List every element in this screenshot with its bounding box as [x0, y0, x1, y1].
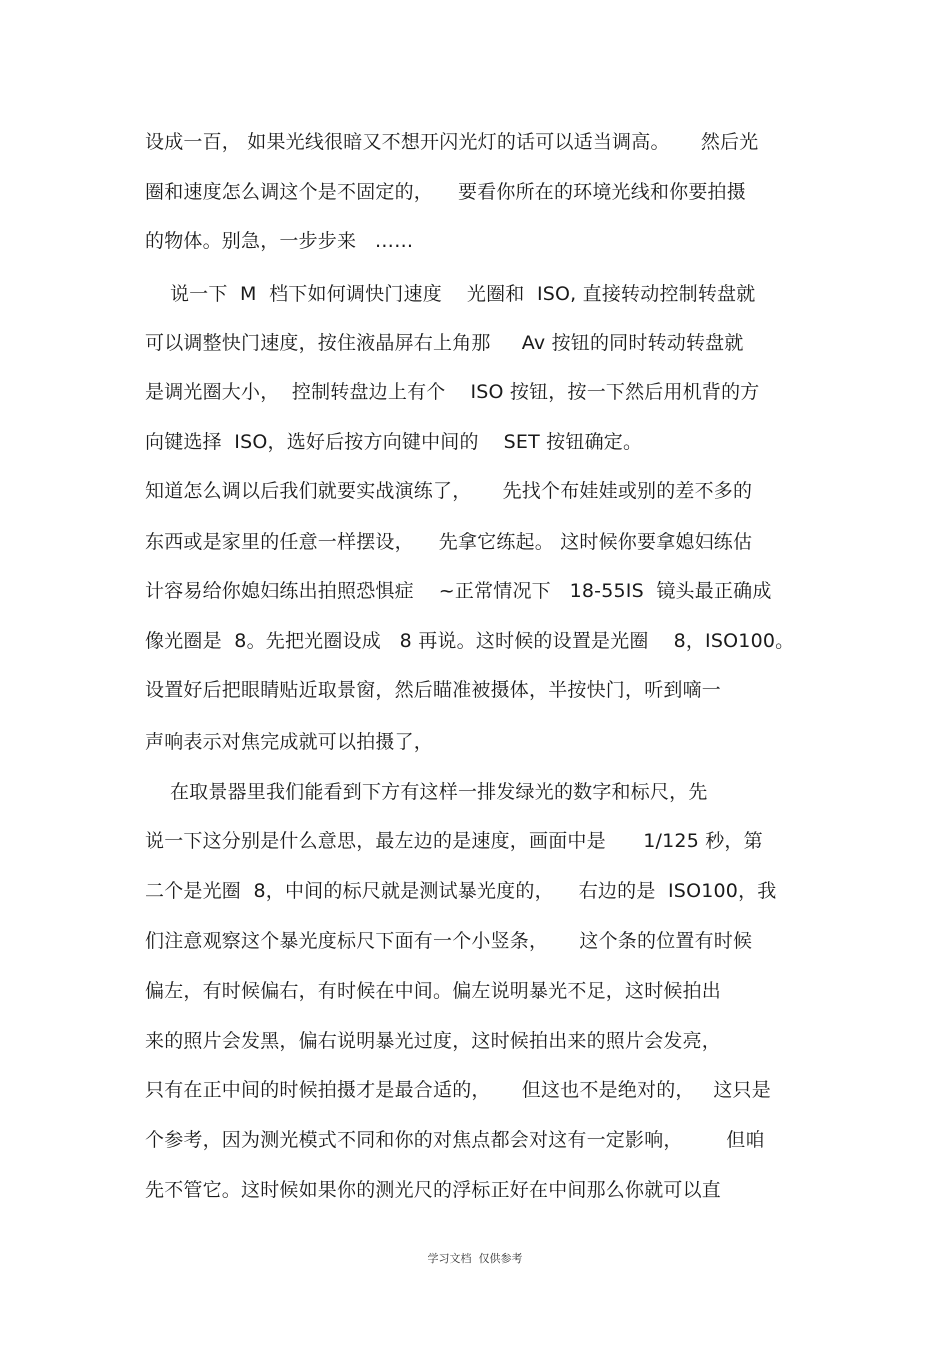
text-line-10: 计容易给你媳妇练出拍照恐惧症 ~正常情况下 18-55IS 镜头最正确成 [145, 580, 772, 602]
text-line-5: 可以调整快门速度，按住液晶屏右上角那 Av 按钮的同时转动转盘就 [145, 332, 744, 354]
text-line-20: 只有在正中间的时候拍摄才是最合适的， 但这也不是绝对的， 这只是 [145, 1079, 771, 1101]
text-line-7: 向键选择 ISO，选好后按方向键中间的 SET 按钮确定。 [145, 431, 643, 453]
text-line-3: 的物体。别急，一步步来 …… [145, 230, 414, 252]
text-line-21: 个参考，因为测光模式不同和你的对焦点都会对这有一定影响， 但咱 [145, 1129, 765, 1151]
text-line-2: 圈和速度怎么调这个是不固定的， 要看你所在的环境光线和你要拍摄 [145, 181, 746, 203]
text-line-1: 设成一百， 如果光线很暗又不想开闪光灯的话可以适当调高。 然后光 [145, 131, 759, 153]
text-line-6: 是调光圈大小， 控制转盘边上有个 ISO 按钮，按一下然后用机背的方 [145, 381, 760, 403]
text-line-14: 在取景器里我们能看到下方有这样一排发绿光的数字和标尺，先 [145, 781, 708, 803]
text-line-8: 知道怎么调以后我们就要实战演练了， 先找个布娃娃或别的差不多的 [145, 480, 753, 502]
text-line-17: 们注意观察这个暴光度标尺下面有一个小竖条， 这个条的位置有时候 [145, 930, 753, 952]
text-line-16: 二个是光圈 8，中间的标尺就是测试暴光度的， 右边的是 ISO100，我 [145, 880, 777, 902]
text-line-12: 设置好后把眼睛贴近取景窗，然后瞄准被摄体，半按快门，听到嘀一 [145, 679, 722, 701]
text-line-15: 说一下这分别是什么意思，最左边的是速度，画面中是 1/125 秒，第 [145, 830, 763, 852]
text-line-18: 偏左，有时候偏右，有时候在中间。偏左说明暴光不足，这时候拍出 [145, 980, 722, 1002]
text-line-9: 东西或是家里的任意一样摆设， 先拿它练起。 这时候你要拿媳妇练估 [145, 531, 753, 553]
page-footer: 学习文档 仅供参考 [427, 1252, 523, 1265]
text-line-22: 先不管它。这时候如果你的测光尺的浮标正好在中间那么你就可以直 [145, 1179, 722, 1201]
text-line-11: 像光圈是 8。先把光圈设成 8 再说。这时候的设置是光圈 8，ISO100。 [145, 630, 795, 652]
text-line-19: 来的照片会发黑，偏右说明暴光过度，这时候拍出来的照片会发亮， [145, 1030, 722, 1052]
text-line-4: 说一下 M 档下如何调快门速度 光圈和 ISO, 直接转动控制转盘就 [145, 283, 756, 305]
text-line-13: 声响表示对焦完成就可以拍摄了， [145, 731, 434, 753]
